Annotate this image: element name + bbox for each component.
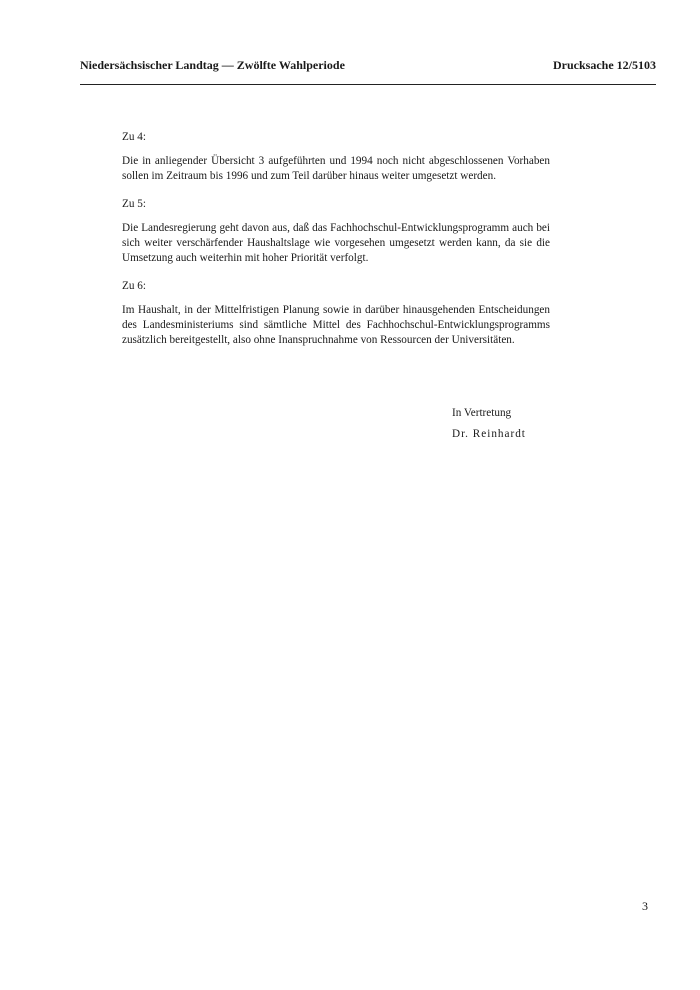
header-document-number: Drucksache 12/5103 bbox=[553, 58, 656, 72]
section-text: Die Landesregierung geht davon aus, daß das Fachhochschul-Entwicklungsprogramm auch bei sich weiter verschärfender Haushaltslage wie vorgesehen umgesetzt werden kann, da sie die Umsetzung auch weiterhin mit hoher Priorität verfolgt. bbox=[122, 222, 550, 264]
page-header bbox=[80, 54, 656, 85]
section-zu-5 bbox=[122, 197, 550, 266]
section-heading: Zu 4: bbox=[122, 131, 146, 143]
section-heading: Zu 6: bbox=[122, 280, 146, 292]
page-number: 3 bbox=[642, 899, 648, 913]
section-zu-4 bbox=[122, 130, 550, 184]
document-body bbox=[122, 130, 550, 361]
signature-role: In Vertretung bbox=[452, 407, 512, 419]
header-publication-title: Niedersächsischer Landtag — Zwölfte Wahlperiode bbox=[80, 58, 345, 72]
section-zu-6 bbox=[122, 279, 550, 348]
section-heading: Zu 5: bbox=[122, 198, 146, 210]
signature-block bbox=[452, 403, 526, 445]
signature-name: Dr. Reinhardt bbox=[452, 428, 526, 440]
section-text: Die in anliegender Übersicht 3 aufgeführten und 1994 noch nicht abgeschlossenen Vorhaben sollen im Zeitraum bis 1996 und zum Teil darüber hinaus weiter umgesetzt werden. bbox=[122, 155, 550, 182]
section-text: Im Haushalt, in der Mittelfristigen Planung sowie in darüber hinausgehenden Entscheidungen des Landesministeriums sind sämtliche Mittel des Fachhochschul-Entwicklungsprogramms zusätzlich bereitgestellt, also ohne Inanspruchnahme von Ressourcen der Universitäten. bbox=[122, 304, 550, 346]
